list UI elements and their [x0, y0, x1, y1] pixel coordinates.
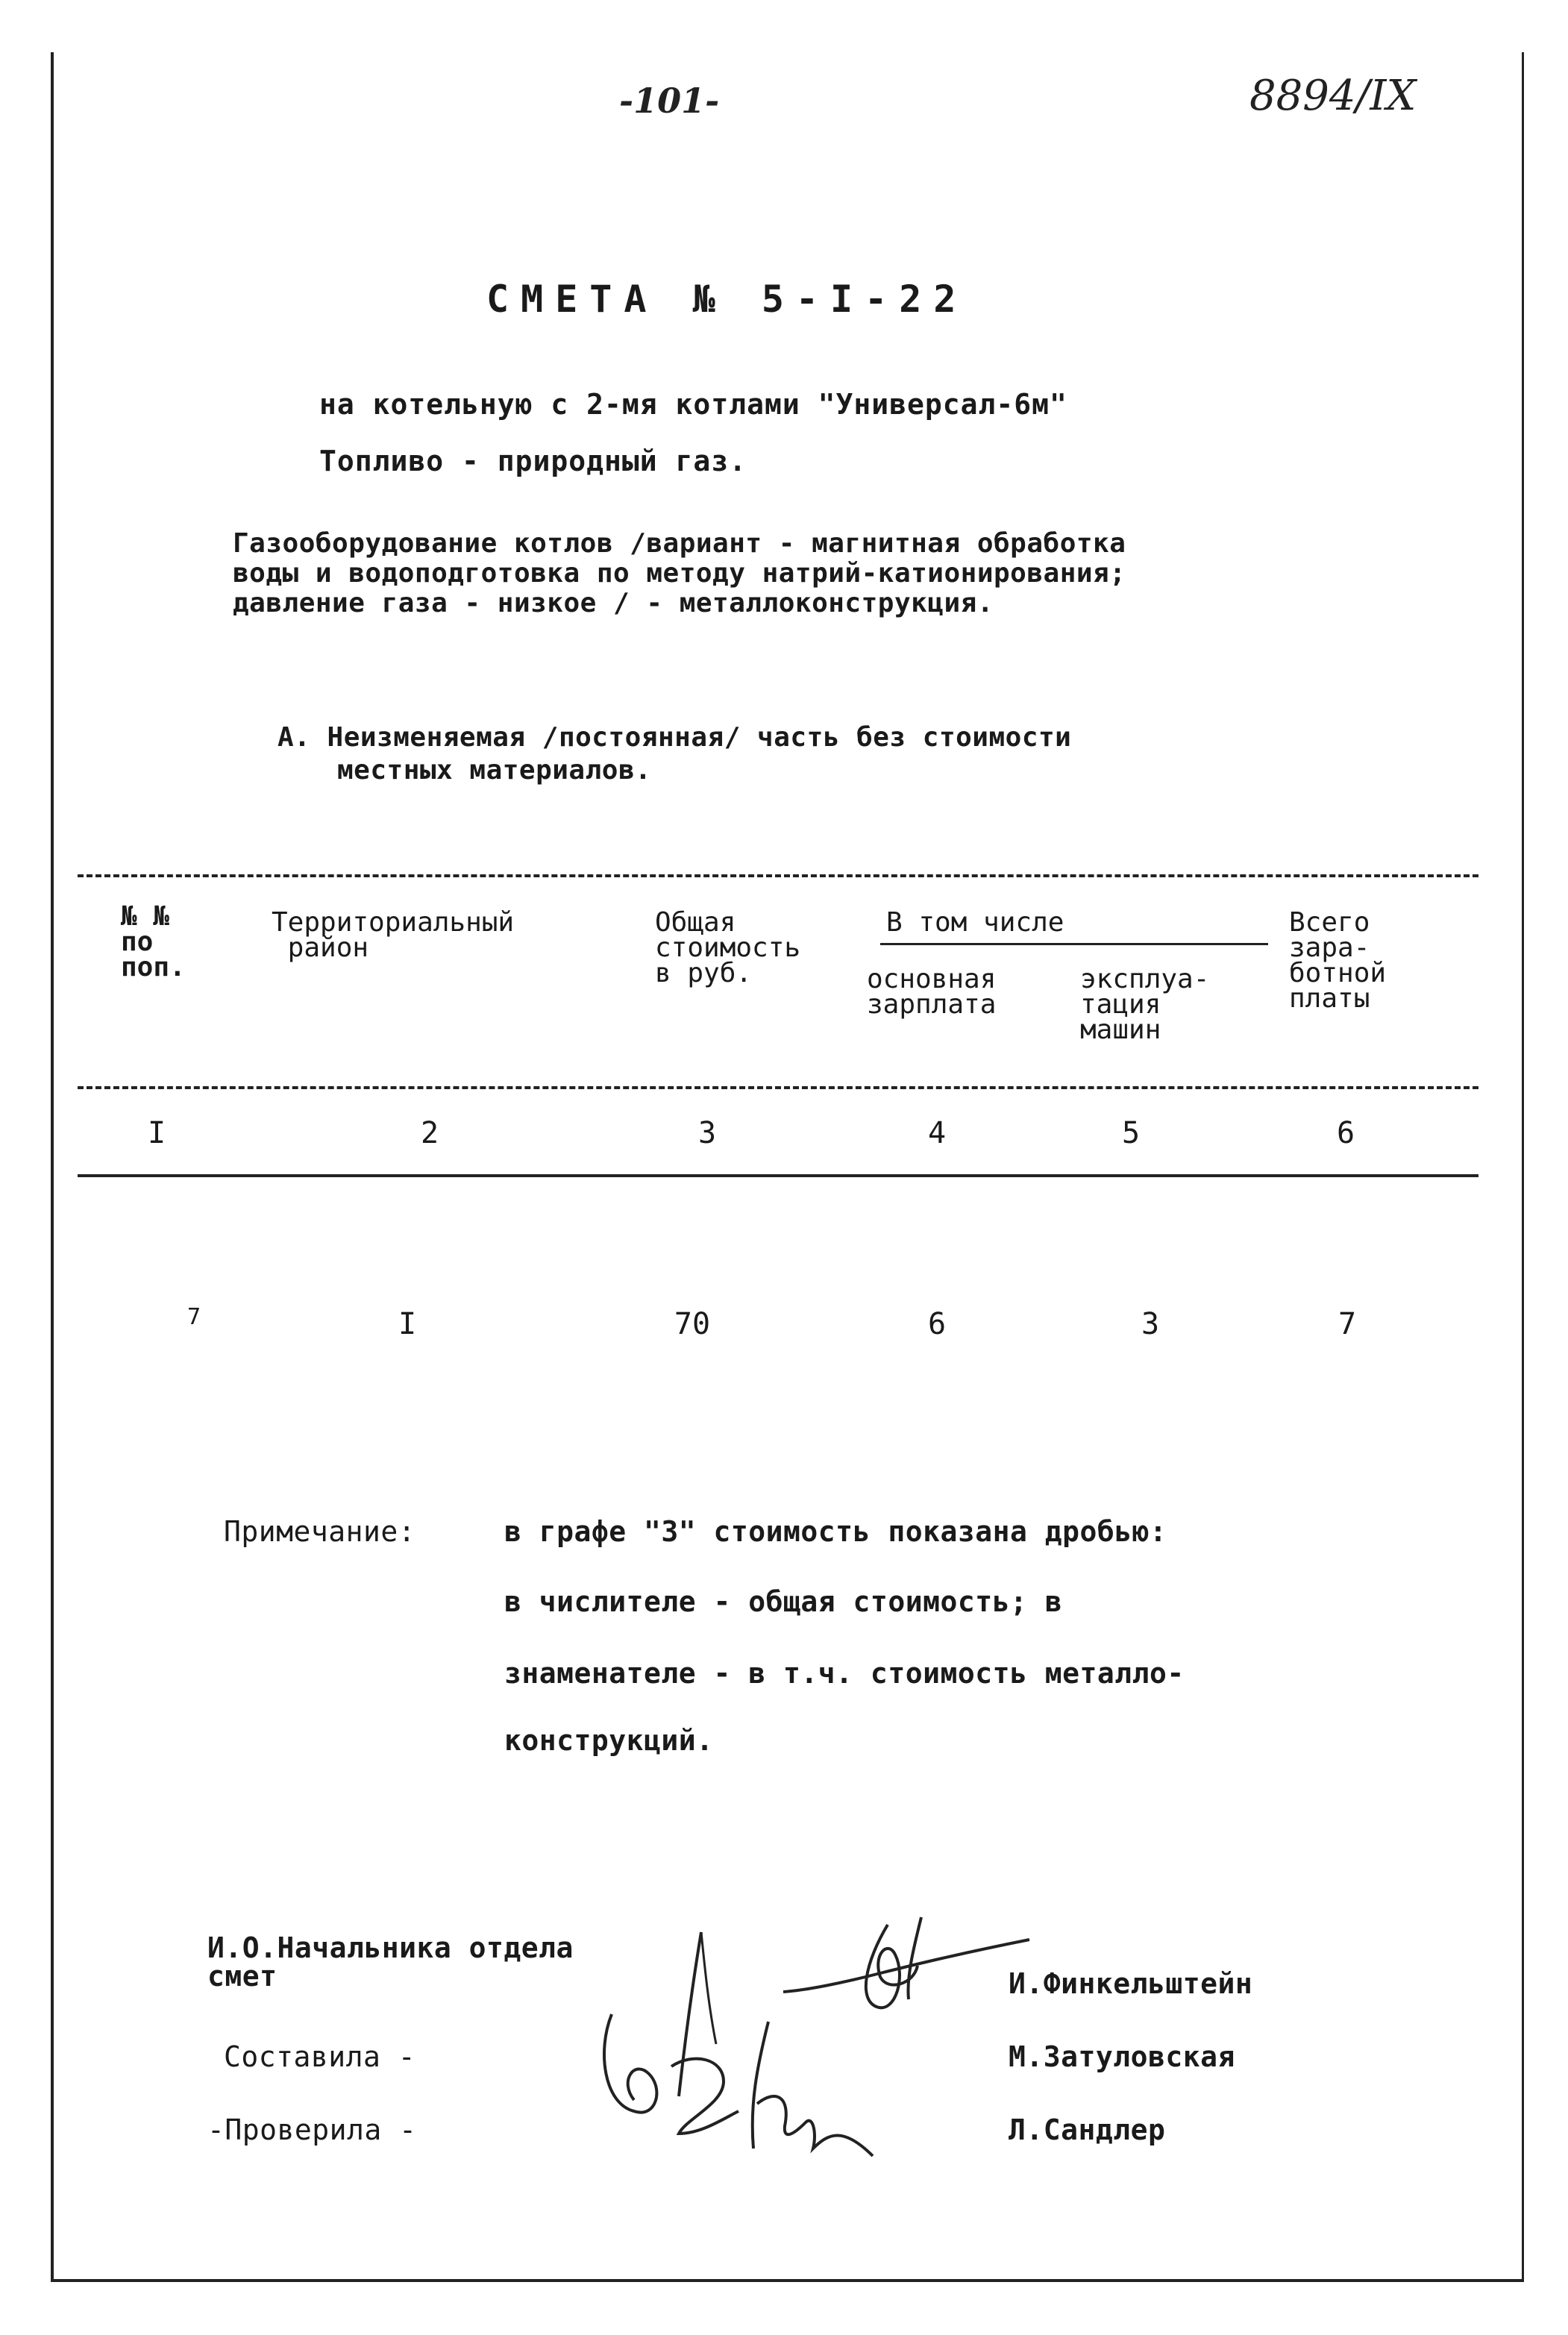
description-line-3: давление газа - низкое / - металлоконструкция.: [233, 588, 994, 618]
table-cell: 7: [186, 1304, 201, 1330]
signatory-name-2: М.Затуловская: [1009, 2040, 1235, 2073]
description-line-1: Газооборудование котлов /вариант - магнитная обработка: [233, 528, 1126, 559]
table-cell: 7: [1337, 1307, 1357, 1341]
page-number: -101-: [619, 81, 720, 121]
column-number: 2: [420, 1116, 439, 1150]
column-numbers-rule: [78, 1174, 1478, 1177]
description-line-2: воды и водоподготовка по методу натрий-катионирования;: [233, 558, 1126, 589]
signatory-role-1: И.О.Начальника отдела: [207, 1931, 574, 1964]
group-underline: [880, 943, 1268, 945]
estimate-title: СМЕТА № 5-I-22: [486, 278, 968, 321]
note-line-1: в графе "3" стоимость показана дробью:: [504, 1515, 1167, 1548]
note-line-4: конструкций.: [504, 1724, 714, 1757]
archive-mark: 8894/IX: [1249, 72, 1417, 120]
header-base-salary: основная зарплата: [867, 964, 997, 1020]
column-number: 5: [1121, 1116, 1141, 1150]
header-territorial-district: Территориальный район: [272, 907, 515, 963]
table-cell: 70: [674, 1307, 711, 1341]
header-bottom-rule: [78, 1086, 1478, 1089]
section-heading-line-1: А. Неизменяемая /постоянная/ часть без стоимости: [277, 722, 1072, 753]
note-label: Примечание:: [224, 1515, 416, 1548]
header-machine-operation: эксплуа- тация машин: [1080, 964, 1210, 1045]
header-row-number: № № по поп.: [121, 901, 186, 982]
column-number: 3: [697, 1116, 717, 1150]
handwritten-signature-2: [589, 1910, 903, 2193]
subtitle-line-1: на котельную с 2-мя котлами "Универсал-6м": [319, 388, 1067, 421]
header-total-cost: Общая стоимость в руб.: [655, 907, 801, 988]
table-top-rule: [78, 874, 1478, 877]
column-number: 4: [927, 1116, 947, 1150]
header-including-group: В том числе: [886, 907, 1064, 938]
section-heading-line-2: местных материалов.: [337, 755, 652, 786]
signatory-role-3: -Проверила -: [207, 2113, 417, 2146]
subtitle-line-2: Топливо - природный газ.: [319, 445, 747, 477]
column-number: 6: [1336, 1116, 1355, 1150]
table-cell: 6: [927, 1307, 947, 1341]
table-cell: I: [398, 1307, 417, 1341]
signatory-role-1-cont: смет: [207, 1960, 277, 1993]
signatory-name-1: И.Финкельштейн: [1009, 1967, 1253, 2000]
table-cell: 3: [1141, 1307, 1160, 1341]
note-line-2: в числителе - общая стоимость; в: [504, 1585, 1063, 1618]
column-number: I: [147, 1116, 166, 1150]
header-total-wages: Всего зара- ботной платы: [1289, 907, 1387, 1014]
signatory-role-2: Составила -: [224, 2040, 416, 2073]
signatory-name-3: Л.Сандлер: [1009, 2113, 1166, 2146]
note-line-3: знаменателе - в т.ч. стоимость металло-: [504, 1657, 1185, 1690]
